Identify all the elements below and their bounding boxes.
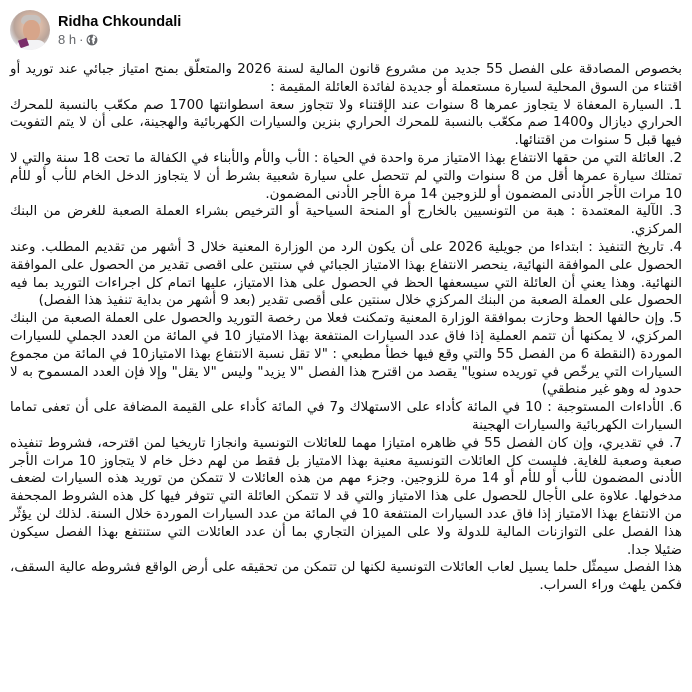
- post-paragraph-point-7: 7. في تقديري، وإن كان الفصل 55 في ظاهره امتيازا مهما للعائلات التونسية وانجازا تاريخيا لمن اقترحه، فشروط تنفيذه صعبة وصعبة للغاية. فليست كل العائلات التونسية معنية بهذا الامتياز بل فقط من لهم دخل خام لا يتجاوز 10 مرات الأجر الأدنى المضمون للأب أو للأم أو 14 مرة للزوجين. وجزء مهم من هذه العائلات لا تتمكن من توريد هذه السيارات لضعف مدخولها. علاوة على الأجال للحصول على هذا الامتياز والتي قد لا تتمكن العائلة التي تتوفر فيها كل هذه الشروط المجحفة من الانتفاع بهذا الامتياز إذا فاق عدد السيارات المنتفعة 10 في المائة من عدد السيارات الموردة خلال السنة. لذلك لن يؤثّر هذا الفصل على التوازنات المالية للدولة ولا على الميزان التجاري بما أن عدد العائلات التي ستنتفع بهذا الفصل سيكون ضئيلا جدا.: [10, 435, 682, 558]
- author-avatar[interactable]: [10, 10, 50, 50]
- post-paragraph-intro: بخصوص المصادقة على الفصل 55 جديد من مشروع قانون المالية لسنة 2026 والمتعلّق بمنح امتياز جبائي عند توريد أو اقتناء من السوق المحلية لسيارة مستعملة أو جديدة لفائدة العائلة المقيمة :: [10, 62, 682, 95]
- post-paragraph-point-4: 4. تاريخ التنفيذ : ابتداءا من جويلية 2026 على أن يكون الرد من الوزارة المعنية خلال 3 أشهر من تقديم المطلب. وعند الحصول على الموافقة النهائية، ينحصر الانتفاع بهذا الامتياز الجبائي في سنتين على اقصى تقدير من الحصول على الموافقة النهائية. وهذا يعني أن العائلة التي سيسعفها الحظ في الحصول على هذا الامتياز، عليها اتمام كل اجراءات التوريد بما فيه الحصول على العملة الصعبة من البنك المركزي خلال سنتين على أقصى تقدير (بعد 9 أشهر من بداية تنفيذ هذا الفصل): [10, 239, 683, 309]
- post-paragraph-point-3: 3. الآلية المعتمدة : هبة من التونسيين بالخارج أو المنحة السياحية أو الترخيص بشراء العملة الصعبة للغرض من البنك المركزي.: [10, 204, 682, 238]
- post-paragraph-point-5: 5. وإن حالفها الحظ وحازت بموافقة الوزارة المعنية وتمكنت فعلا من رخصة التوريد والحصول على العملة الصعبة من البنك المركزي، لا يمكنها أن تتمم العملية إذا فاق عدد السيارات المنتفعة بهذا الامتياز 10 في المائة من العدد الجملي للسيارات الموردة (النقطة 6 من الفصل 55 والتي وقع فيها خطأ مطبعي : "لا تقل نسبة الانتفاع بهذا الامتياز10 في المائة من مجموع السيارات التي يرخّص في توريده سنويا" يقصد من اقترح هذا الفصل "لا يزيد" وليس "لا يقل" وإلا فإن العدد المسموح به لا حدود له وهو غير منطقي): [10, 311, 683, 398]
- globe-icon[interactable]: [86, 34, 98, 46]
- post-subline: [58, 32, 181, 48]
- post-paragraph-point-6: 6. الأداءات المستوجبة : 10 في المائة كأداء على الاستهلاك و7 في المائة كأداء على القيمة المضافة على أن تعفى تماما السيارات الكهربائية والسيارات الهجينة: [10, 400, 682, 433]
- separator-dot: ·: [79, 31, 84, 47]
- post-paragraph-conclusion: هذا الفصل سيمثّل حلما يسيل لعاب العائلات التونسية لكنها لن تتمكن من تحقيقه على أرض الواقع فشروطه عالية السقف، فكمن يلهث وراء السراب.: [10, 560, 682, 594]
- post-header: [10, 9, 181, 51]
- post-meta: [58, 13, 181, 48]
- post-paragraph-point-1: 1. السيارة المعفاة لا يتجاوز عمرها 8 سنوات عند الإقتناء ولا تتجاوز سعة اسطوانتها 1700 صم مكعّب بالنسبة للمحرك الحراري ديازال و1400 صم مكعّب بالنسبة للمحرك الحراري بنزين والسيارات الكهربائية والهجينة، على أن لا يتم التفويت فيها قبل 5 سنوات من اقتنائها.: [10, 97, 682, 149]
- post-body: [10, 61, 682, 595]
- post-paragraph-point-2: 2. العائلة التي من حقها الانتفاع بهذا الامتياز مرة واحدة في الحياة : الأب والأم والأبناء في الكفالة ما تحت 18 سنة والتي لا تمتلك سيارة عمرها أقل من 8 سنوات والتي لم تتحصل على سيارة شعبية بشرط أن لا يتجاوز الدخل الخام للأب أو للأم 10 مرات الأجر الأدنى المضمون أو للزوجين 14 مرة الأجر الأدنى المضمون.: [10, 150, 682, 202]
- post-timestamp[interactable]: 8 h: [58, 31, 77, 47]
- author-name[interactable]: Ridha Chkoundali: [58, 13, 182, 30]
